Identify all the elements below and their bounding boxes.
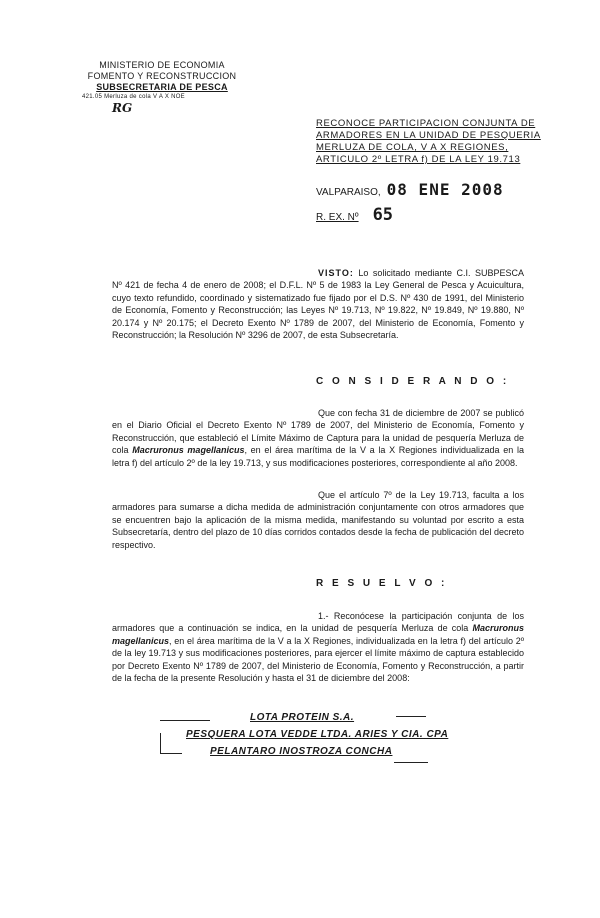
place-date — [316, 180, 504, 199]
visto-text: Lo solicitado mediante C.I. SUBPESCA Nº 421 de fecha 4 de enero de 2008; el D.F.L. Nº 5 de 1983 la Ley General de Pesca y Acuicultura, cuyo texto refundido, coordinado y sistematizado fue fijado por el D.S. Nº 430 de 1991, del Ministerio de Economía, Fomento y Reconstrucción; las Leyes Nº 19.713, Nº 19.822, Nº 19.849, Nº 19.880, Nº 20.174 y Nº 20.175; el Decreto Exento Nº 1789 de 2007, del Ministerio de Economía, Fomento y Reconstrucción; la Resolución Nº 3296 de 2007, de esta Subsecretaría. — [112, 268, 524, 341]
resolution-number-label: R. EX. Nº — [316, 212, 359, 223]
ministry-name: MINISTERIO DE ECONOMIA — [99, 60, 225, 70]
title-line-1: RECONOCE PARTICIPACION CONJUNTA DE — [316, 118, 536, 129]
resuelvo-1-text-b: , en el área marítima de la V a la X Regiones, individualizada en la letra f) del artículo 2º de la ley 19.713 y sus modificaciones posteriores, para ejercer el límite máximo de captura establecido por Decreto Exento Nº 1789 de 2007, del Ministerio de Economía, Fomento y Reconstrucción, a partir de la fecha de la presente Resolución y hasta el 31 de diciembre del 2008: — [112, 635, 524, 684]
file-reference: 421.05 Merluza de cola V A X NOE — [82, 94, 185, 100]
resuelvo-paragraph-1 — [112, 610, 524, 684]
undersecretariat-name: SUBSECRETARIA DE PESCA — [96, 82, 228, 92]
considerando-heading: C O N S I D E R A N D O : — [316, 376, 510, 387]
list-bracket-left-foot — [160, 753, 182, 754]
list-bracket-left — [160, 733, 161, 753]
ministry-name-2: FOMENTO Y RECONSTRUCCION — [87, 71, 237, 81]
letterhead — [82, 60, 242, 115]
resuelvo-heading: R E S U E L V O : — [316, 578, 448, 589]
armadores-list — [186, 712, 449, 763]
armador-item: PELANTARO INOSTROZA CONCHA — [210, 746, 393, 757]
title-line-4: ARTICULO 2º LETRA f) DE LA LEY 19.713 — [316, 154, 521, 165]
resuelvo-1-text-a: 1.- Reconócese la participación conjunta de los armadores que a continuación se indica, en la unidad de pesquería Merluza de cola — [112, 611, 524, 634]
title-line-2: ARMADORES EN LA UNIDAD DE PESQUERIA — [316, 130, 541, 141]
considerando-1-text-a: Que con fecha 31 de diciembre de 2007 se publicó en el Diario Oficial el Decreto Exento Nº 1789 de 2007, del Ministerio de Economía, Fomento y Reconstrucción, que estableció el Límite Máximo de Captura para la unidad de pesquería Merluza de cola — [112, 408, 524, 456]
date-stamp: 08 ENE 2008 — [386, 180, 504, 199]
visto-label: VISTO: — [318, 268, 354, 278]
title-line-3: MERLUZA DE COLA, V A X REGIONES, — [316, 142, 509, 153]
considerando-paragraph-2: Que el artículo 7º de la Ley 19.713, faculta a los armadores para sumarse a dicha medida de administración conjuntamente con otros armadores que se encuentren bajo la aplicación de la misma medida, manifestando su voluntad por escrito a esta Subsecretaría, dentro del plazo de 10 días corridos contados desde la fecha de publicación del decreto respectivo. — [112, 490, 524, 550]
resolution-number — [316, 205, 393, 225]
resolution-number-value: 65 — [372, 205, 394, 225]
considerando-paragraph-1 — [112, 407, 524, 469]
city: VALPARAISO, — [316, 187, 381, 198]
armador-item: LOTA PROTEIN S.A. — [250, 712, 355, 723]
visto-paragraph — [112, 267, 524, 341]
species-name: Macruronus magellanicus — [132, 445, 245, 456]
armador-item: PESQUERA LOTA VEDDE LTDA. ARIES Y CIA. CPA — [186, 729, 449, 740]
document-title — [316, 118, 552, 166]
species-name-2: Macruronus magellanicus — [112, 623, 524, 646]
considerando-1-text-b: , en el área marítima de la V a la X Regiones individualizada en la letra f) del artículo 2º de la ley 19.713, y sus modificaciones posteriores, correspondiente al año 2008. — [112, 445, 524, 468]
initials-signature: RG — [112, 101, 133, 115]
